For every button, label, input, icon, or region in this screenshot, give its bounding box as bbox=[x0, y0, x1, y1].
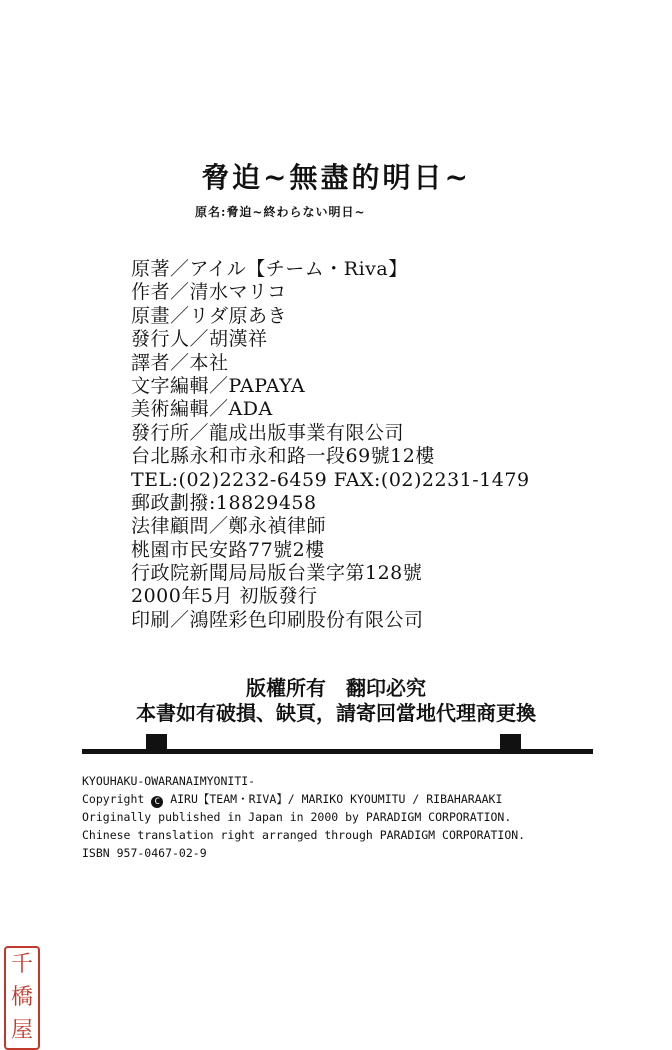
credit-line: 文字編輯／PAPAYA bbox=[131, 374, 306, 397]
red-seal-stamp bbox=[4, 946, 40, 1050]
seal-char: 屋 bbox=[10, 1018, 33, 1044]
credit-line: 發行所／龍成出版事業有限公司 bbox=[131, 421, 405, 444]
credit-line: 美術編輯／ADA bbox=[131, 398, 273, 421]
divider-tab-right bbox=[500, 734, 521, 749]
credit-line: 法律顧問／鄭永禎律師 bbox=[131, 515, 327, 538]
translation-line: Chinese translation right arranged through PARADIGM CORPORATION. bbox=[82, 828, 526, 842]
publication-line: Originally published in Japan in 2000 by PARADIGM CORPORATION. bbox=[82, 810, 512, 824]
credit-line: 2000年5月 初版發行 bbox=[131, 585, 318, 608]
book-title: 脅迫~無盡的明日~ bbox=[201, 161, 471, 194]
credit-line: 郵政劃撥:18829458 bbox=[131, 491, 317, 514]
credit-line: 台北縣永和市永和路一段69號12樓 bbox=[131, 445, 435, 468]
credit-line: 作者／清水マリコ bbox=[131, 281, 287, 304]
credit-line: 譯者／本社 bbox=[131, 351, 229, 374]
credit-line: 原著／アイル【チーム・Riva】 bbox=[131, 258, 408, 280]
credit-line: 行政院新聞局局版台業字第128號 bbox=[131, 562, 423, 585]
romaji-title: KYOUHAKU-OWARANAIMYONITI- bbox=[82, 774, 256, 788]
copyright-icon: C bbox=[151, 796, 163, 808]
rights-reserved: 版權所有 翻印必究 bbox=[246, 676, 426, 700]
original-title: 原名:脅迫~終わらない明日~ bbox=[195, 205, 366, 219]
credits-block bbox=[131, 258, 530, 632]
replacement-notice: 本書如有破損、缺頁，請寄回當地代理商更換 bbox=[136, 701, 536, 725]
copyright-prefix: Copyright bbox=[82, 792, 145, 806]
copyright-holders: AIRU【TEAM・RIVA】/ MARIKO KYOUMITU / RIBAHARAAKI bbox=[170, 792, 503, 806]
credit-line: 印刷／鴻陞彩色印刷股份有限公司 bbox=[131, 608, 424, 631]
credit-line: 原畫／リダ原あき bbox=[131, 304, 288, 327]
rights-notice bbox=[0, 676, 672, 726]
copyright-block bbox=[82, 772, 525, 862]
copyright-line bbox=[82, 790, 525, 808]
seal-char: 千 bbox=[10, 951, 33, 977]
credit-line: 發行人／胡漢祥 bbox=[131, 328, 268, 351]
divider-tab-left bbox=[146, 734, 167, 749]
divider-rule bbox=[82, 749, 593, 754]
isbn: ISBN 957-0467-02-9 bbox=[82, 846, 207, 860]
credit-line: TEL:(02)2232-6459 FAX:(02)2231-1479 bbox=[131, 468, 530, 491]
credit-line: 桃園市民安路77號2樓 bbox=[131, 538, 325, 561]
seal-char: 橋 bbox=[10, 984, 33, 1010]
